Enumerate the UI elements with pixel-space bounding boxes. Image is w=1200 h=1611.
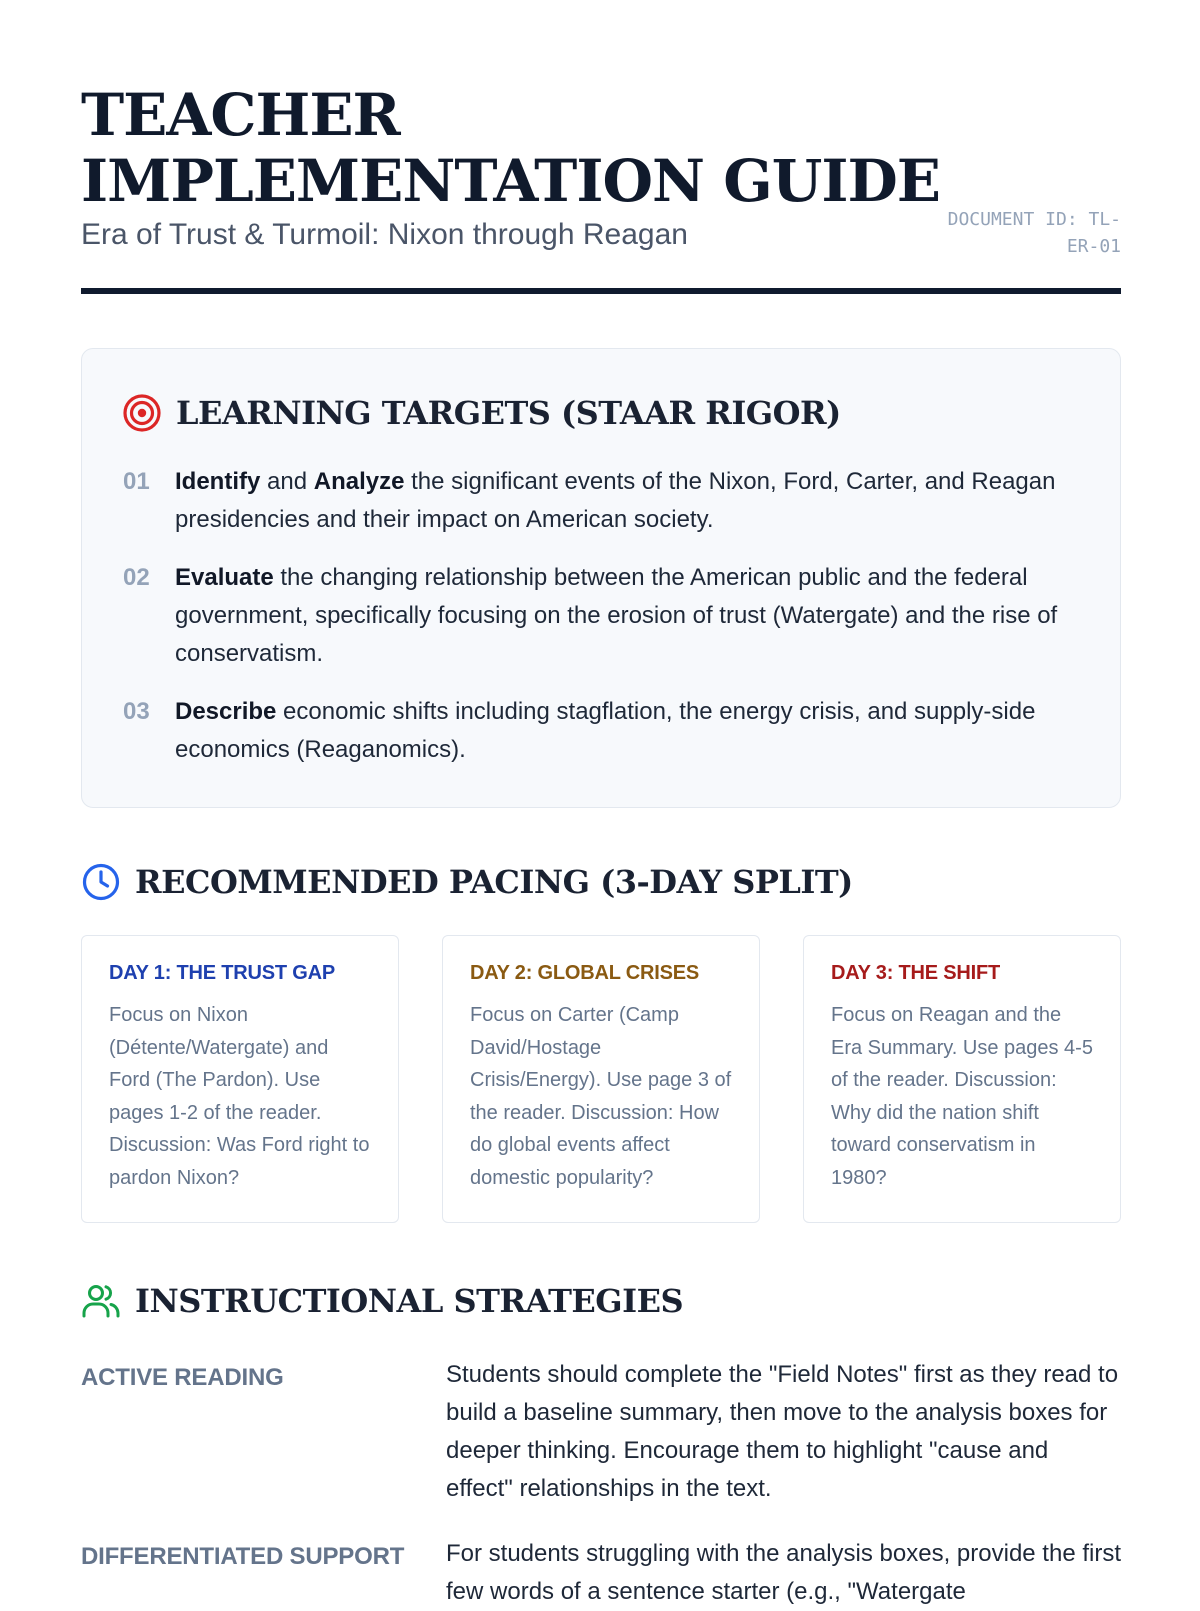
learning-target-item [123, 463, 1083, 539]
target-text [175, 693, 1083, 769]
day-card-1 [81, 935, 399, 1223]
learning-targets-list [123, 463, 1083, 789]
pacing-heading-text: RECOMMENDED PACING (3-DAY SPLIT) [135, 863, 853, 901]
target-verb: Evaluate [175, 564, 274, 591]
pacing-heading [81, 862, 853, 902]
day-card-2 [442, 935, 760, 1223]
strategy-label: DIFFERENTIATED SUPPORT [81, 1543, 405, 1570]
target-number: 03 [123, 698, 150, 725]
target-text [175, 559, 1083, 673]
strategy-text: For students struggling with the analysis boxes, provide the first few words of a sentence starter (e.g., "Watergate [446, 1540, 1121, 1605]
target-number: 01 [123, 468, 150, 495]
page-subtitle: Era of Trust & Turmoil: Nixon through Reagan [81, 218, 688, 251]
target-conjunction: and [260, 468, 314, 495]
learning-targets-heading [122, 393, 841, 433]
learning-target-item [123, 693, 1083, 769]
users-icon [81, 1281, 121, 1321]
strategies-heading [81, 1281, 683, 1321]
day-title: DAY 3: THE SHIFT [831, 962, 1001, 984]
learning-targets-card [81, 348, 1121, 808]
strategy-row [81, 1356, 1121, 1508]
day-title: DAY 2: GLOBAL CRISES [470, 962, 700, 984]
document-header [81, 81, 1121, 257]
learning-target-item [123, 559, 1083, 673]
day-description: Focus on Nixon (Détente/Watergate) and Ford (The Pardon). Use pages 1-2 of the reader. Discussion: Was Ford right to pardon Nixon? [109, 1004, 370, 1189]
target-icon [122, 393, 162, 433]
document-id: DOCUMENT ID: TL-ER-01 [947, 209, 1121, 257]
strategies-heading-text: INSTRUCTIONAL STRATEGIES [135, 1282, 684, 1320]
target-verb: Identify [175, 468, 261, 495]
target-verb: Describe [175, 698, 277, 725]
target-text [175, 463, 1083, 539]
day-card-3 [803, 935, 1121, 1223]
page-title: TEACHER IMPLEMENTATION GUIDE [81, 81, 940, 215]
strategy-label: ACTIVE READING [81, 1364, 284, 1391]
day-title: DAY 1: THE TRUST GAP [109, 962, 336, 984]
target-number: 02 [123, 564, 150, 591]
day-description: Focus on Reagan and the Era Summary. Use pages 4-5 of the reader. Discussion: Why did the nation shift toward conservatism in 1980? [831, 1004, 1093, 1189]
strategy-text: Students should complete the "Field Notes" first as they read to build a baseline summary, then move to the analysis boxes for deeper thinking. Encourage them to highlight "cause and effect" relationships in the text. [446, 1361, 1119, 1502]
clock-icon [81, 862, 121, 902]
day-description: Focus on Carter (Camp David/Hostage Crisis/Energy). Use page 3 of the reader. Discussion: How do global events affect domestic popularity? [470, 1004, 732, 1189]
target-description: the changing relationship between the American public and the federal government, specifically focusing on the erosion of trust (Watergate) and the rise of conservatism. [175, 564, 1058, 667]
target-description: the significant events of the Nixon, Ford, Carter, and Reagan presidencies and their impact on American society. [175, 468, 1056, 533]
target-description: economic shifts including stagflation, the energy crisis, and supply-side economics (Reaganomics). [175, 698, 1036, 763]
header-divider [81, 288, 1121, 294]
target-verb: Analyze [313, 468, 405, 495]
learning-targets-heading-text: LEARNING TARGETS (STAAR RIGOR) [176, 394, 841, 432]
